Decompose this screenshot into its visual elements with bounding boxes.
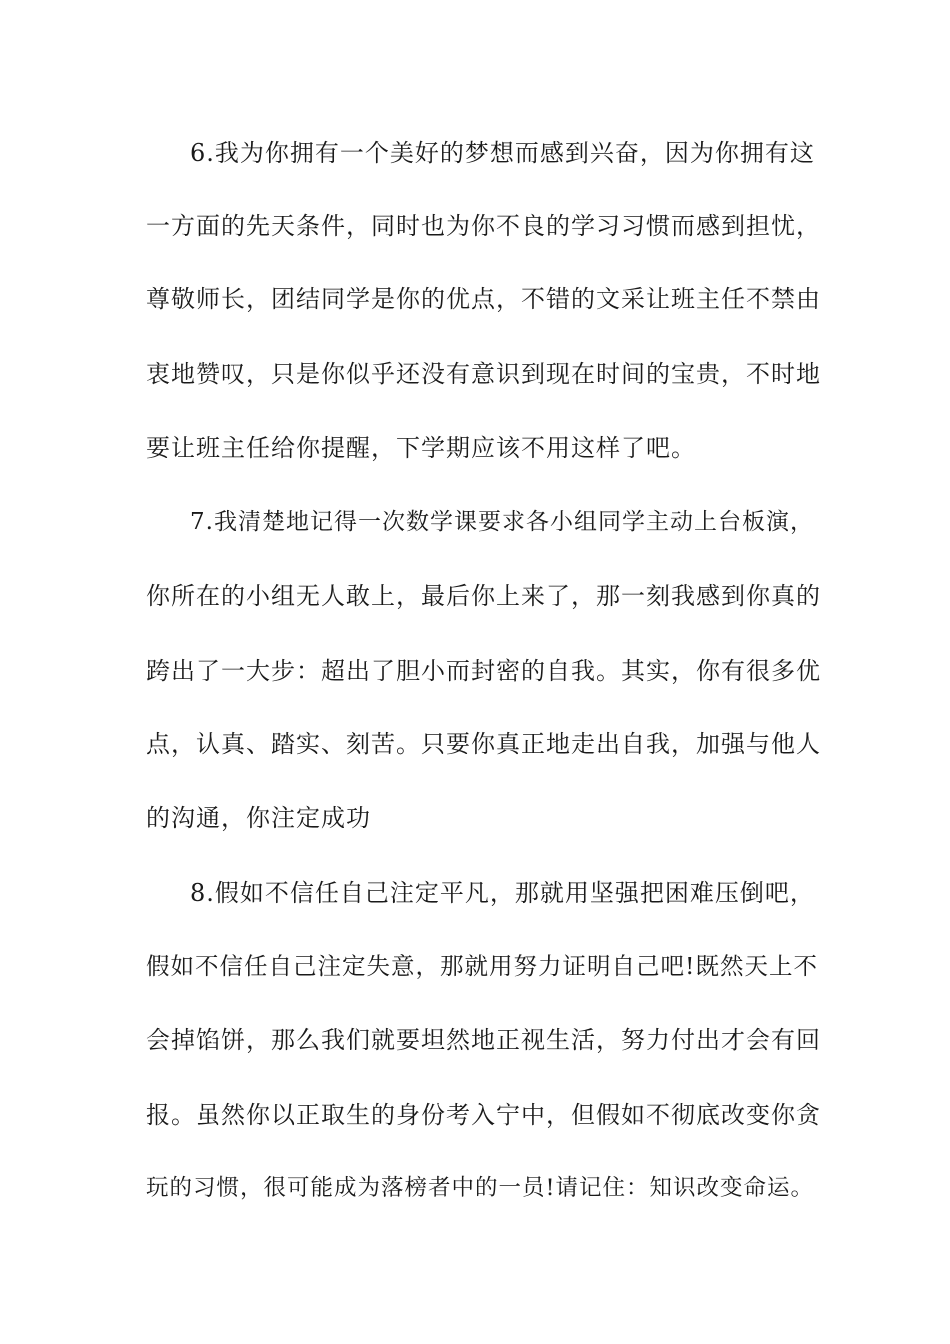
text-line: 点，认真、踏实、刻苦。只要你真正地走出自我，加强与他人 [146, 730, 821, 758]
text-line: 衷地赞叹，只是你似乎还没有意识到现在时间的宝贵，不时地 [146, 360, 821, 388]
paragraph-8-line-3 [0, 1020, 950, 1060]
text-line: 你所在的小组无人敢上，最后你上来了，那一刻我感到你真的 [146, 582, 821, 610]
paragraph-7-line-4 [0, 724, 950, 764]
text-line: 7.我清楚地记得一次数学课要求各小组同学主动上台板演， [190, 509, 814, 535]
paragraph-6-line-4 [0, 354, 950, 394]
text-line: 要让班主任给你提醒，下学期应该不用这样了吧。 [146, 434, 696, 462]
paragraph-6-line-2 [0, 206, 950, 246]
paragraph-7-line-5 [0, 798, 950, 838]
text-line: 报。虽然你以正取生的身份考入宁中，但假如不彻底改变你贪 [146, 1101, 821, 1129]
paragraph-6-line-1 [0, 133, 950, 173]
text-line: 一方面的先天条件，同时也为你不良的学习习惯而感到担忧， [146, 212, 821, 240]
text-line: 6.我为你拥有一个美好的梦想而感到兴奋，因为你拥有这 [190, 139, 815, 167]
paragraph-8-line-4 [0, 1095, 950, 1135]
paragraph-7-line-3 [0, 651, 950, 691]
paragraph-7-line-2 [0, 576, 950, 616]
paragraph-8-line-5 [0, 1168, 950, 1208]
text-line: 会掉馅饼，那么我们就要坦然地正视生活，努力付出才会有回 [146, 1026, 821, 1054]
text-line: 8.假如不信任自己注定平凡，那就用坚强把困难压倒吧， [190, 879, 815, 907]
paragraph-8-line-1 [0, 873, 950, 913]
paragraph-6-line-3 [0, 279, 950, 319]
text-line: 的沟通，你注定成功 [146, 804, 371, 832]
paragraph-7-line-1 [0, 502, 950, 542]
text-line: 玩的习惯，很可能成为落榜者中的一员!请记住：知识改变命运。 [146, 1175, 815, 1201]
text-line: 假如不信任自己注定失意，那就用努力证明自己吧!既然天上不 [146, 952, 818, 980]
paragraph-8-line-2 [0, 946, 950, 986]
text-line: 跨出了一大步：超出了胆小而封密的自我。其实，你有很多优 [146, 657, 821, 685]
paragraph-6-line-5 [0, 428, 950, 468]
text-line: 尊敬师长，团结同学是你的优点，不错的文采让班主任不禁由 [146, 285, 821, 313]
